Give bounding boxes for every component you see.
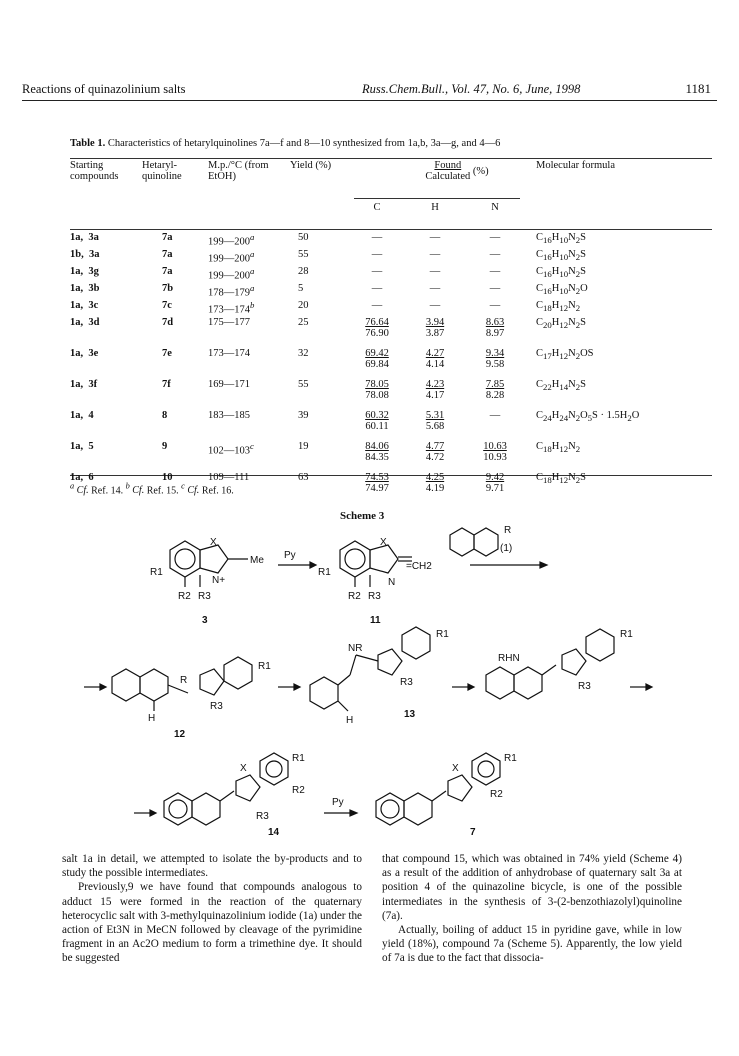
n-cell: 8.63 8.97: [485, 317, 505, 339]
hetaryl-cell: 9: [162, 441, 168, 452]
compound-7-structure: [376, 753, 500, 825]
hetaryl-cell: 7e: [162, 348, 172, 359]
formula-cell: $C_{18}H_{12}N_2$: [536, 441, 581, 455]
table-row: [70, 300, 710, 317]
table-row: [70, 441, 710, 472]
yield-cell: 63: [298, 472, 309, 483]
label-compound-7: 7: [470, 827, 476, 838]
hetaryl-cell: 8: [162, 410, 168, 421]
yield-cell: 28: [298, 266, 309, 277]
c-cell: 60.32 60.11: [365, 410, 389, 432]
c-cell: —: [371, 283, 383, 294]
label-r3-14: R3: [256, 811, 269, 822]
h-cell: —: [429, 300, 441, 311]
n-cell: —: [489, 249, 501, 260]
label-compound-3: 3: [202, 615, 208, 626]
c-cell: —: [371, 249, 383, 260]
percent-label: (%): [472, 166, 489, 177]
label-reagent: (1): [500, 543, 513, 554]
label-r1-12: R1: [258, 661, 271, 672]
formula-cell: $C_{16}H_{10}N_2S$: [536, 232, 586, 246]
label-r1-ad: R1: [620, 629, 633, 640]
label-r2: R2: [178, 591, 191, 602]
scheme-title: Scheme 3: [340, 510, 385, 522]
table-row: [70, 317, 710, 348]
compound-3-structure: [170, 541, 248, 587]
starting-cell: 1a, 3d: [70, 317, 100, 328]
formula-cell: $C_{16}H_{10}N_2S$: [536, 249, 586, 263]
found-subrule: [354, 198, 520, 199]
col-hetaryl: Hetaryl- quinoline: [142, 160, 182, 182]
label-n-11: N: [388, 577, 396, 588]
label-r1-7: R1: [504, 753, 517, 764]
body-right-p2: Actually, boiling of adduct 15 in pyridine gave, while in low yield (18%), compound 7a (Scheme 5). Apparently, the low yield of 7a is due to the fact that dissocia-: [382, 924, 682, 965]
label-nr: NR: [348, 643, 363, 654]
h-cell: 4.27 4.14: [425, 348, 445, 370]
label-reagent-r: R: [504, 525, 512, 536]
mp-cell: 178—179$^a$: [208, 283, 255, 299]
yield-cell: 55: [298, 249, 309, 260]
running-header: [22, 80, 717, 101]
body-left-p1: salt 1a in detail, we attempted to isolate the by-products and to study the possible intermediates.: [62, 853, 362, 880]
label-nplus: N+: [212, 575, 226, 586]
starting-cell: 1a, 5: [70, 441, 94, 452]
formula-cell: $C_{17}H_{12}N_2OS$: [536, 348, 594, 362]
mp-cell: 183—185: [208, 410, 250, 421]
c-cell: —: [371, 300, 383, 311]
hetaryl-cell: 7a: [162, 232, 173, 243]
col-h: H: [431, 202, 439, 213]
label-compound-11: 11: [370, 615, 381, 626]
mp-cell: 173—174: [208, 348, 250, 359]
label-x-7: X: [452, 763, 459, 774]
table-footnotes: $^a$ Cf. Ref. 14. $^b$ Cf. Ref. 15. $^c$ Cf. Ref. 16.: [70, 482, 234, 497]
h-cell: —: [429, 283, 441, 294]
table-row: [70, 266, 710, 283]
yield-cell: 5: [298, 283, 304, 294]
compound-13-structure: [310, 627, 430, 711]
table-top-rule: [70, 158, 712, 159]
label-me: Me: [250, 555, 264, 566]
table-label: Table 1.: [70, 138, 106, 149]
calculated-label: Calculated: [425, 171, 471, 182]
label-py-1: Py: [284, 550, 296, 561]
compound-14-structure: [164, 753, 288, 825]
mp-cell: 199—200$^a$: [208, 232, 255, 248]
hetaryl-cell: 10: [162, 472, 173, 483]
h-cell: 3.94 3.87: [425, 317, 445, 339]
table-row: [70, 410, 710, 441]
label-r3-13: R3: [400, 677, 413, 688]
found-label: Found: [434, 160, 462, 171]
characteristics-table: [70, 160, 710, 503]
h-cell: 4.23 4.17: [425, 379, 445, 401]
mp-cell: 102—103$^c$: [208, 441, 254, 457]
yield-cell: 39: [298, 410, 309, 421]
n-cell: 7.85 8.28: [485, 379, 505, 401]
label-h-12: H: [148, 713, 156, 724]
label-r2-14: R2: [292, 785, 305, 796]
label-r1: R1: [150, 567, 163, 578]
starting-cell: 1a, 3c: [70, 300, 99, 311]
yield-cell: 32: [298, 348, 309, 359]
label-r2-7: R2: [490, 789, 503, 800]
label-r1-13: R1: [436, 629, 449, 640]
table-row: [70, 379, 710, 410]
hetaryl-cell: 7c: [162, 300, 172, 311]
label-r3: R3: [198, 591, 211, 602]
h-cell: —: [429, 266, 441, 277]
table-row: [70, 283, 710, 300]
c-cell: 78.05 78.08: [365, 379, 389, 401]
body-left-p2: Previously,9 we have found that compounds analogous to adduct 15 were formed in the reaction of the quaternary heterocyclic salt with 3-methylquinazolinium iodide (1a) under the action of Et3N in MeCN followed by cleavage of the pyrimidine fragment in an Ac2O medium to form a trimethine dye. It should be suggested: [62, 881, 362, 965]
label-r3-ad: R3: [578, 681, 591, 692]
label-r3-12: R3: [210, 701, 223, 712]
hetaryl-cell: 7d: [162, 317, 174, 328]
c-cell: 76.64 76.90: [365, 317, 389, 339]
h-cell: —: [429, 249, 441, 260]
starting-cell: 1a, 3b: [70, 283, 100, 294]
h-cell: 5.31 5.68: [425, 410, 445, 432]
label-x: X: [210, 537, 217, 548]
n-cell: —: [489, 283, 501, 294]
h-cell: 4.25 4.19: [425, 472, 445, 494]
mp-cell: 199—200$^a$: [208, 249, 255, 265]
mp-cell: 109—111: [208, 472, 250, 483]
starting-cell: 1a, 3a: [70, 232, 99, 243]
label-compound-14: 14: [268, 827, 280, 838]
hetaryl-cell: 7b: [162, 283, 174, 294]
quinazolinium-reagent-structure: [450, 528, 498, 556]
label-r1-11: R1: [318, 567, 331, 578]
formula-cell: $C_{16}H_{10}N_2S$: [536, 266, 586, 280]
label-rhn: RHN: [498, 653, 520, 664]
label-x-11: X: [380, 537, 387, 548]
h-cell: 4.77 4.72: [425, 441, 445, 463]
n-cell: 9.42 9.71: [485, 472, 505, 494]
hetaryl-cell: 7f: [162, 379, 171, 390]
yield-cell: 19: [298, 441, 309, 452]
yield-cell: 25: [298, 317, 309, 328]
col-mp: M.p./°C (from EtOH): [208, 160, 269, 182]
label-r1-14: R1: [292, 753, 305, 764]
table-row: [70, 249, 710, 266]
col-starting: Starting compounds: [70, 160, 119, 182]
c-cell: 74.53 74.97: [365, 472, 389, 494]
c-cell: —: [371, 232, 383, 243]
label-ch2: =CH2: [406, 561, 432, 572]
formula-cell: $C_{18}H_{12}N_2S$: [536, 472, 586, 486]
table-caption-text: Characteristics of hetarylquinolines 7a—f and 8—10 synthesized from 1a,b, 3a—g, and 4—6: [107, 138, 501, 149]
adduct-structure: [486, 629, 614, 699]
col-n: N: [491, 202, 499, 213]
starting-cell: 1a, 3e: [70, 348, 99, 359]
starting-cell: 1b, 3a: [70, 249, 100, 260]
header-journal: Russ.Chem.Bull., Vol. 47, No. 6, June, 1998: [362, 82, 581, 96]
formula-cell: $C_{20}H_{12}N_2S$: [536, 317, 586, 331]
formula-cell: $C_{22}H_{14}N_2S$: [536, 379, 586, 393]
yield-cell: 20: [298, 300, 309, 311]
mp-cell: 199—200$^a$: [208, 266, 255, 282]
col-yield: Yield (%): [290, 160, 332, 171]
body-column-right: [382, 852, 682, 966]
mp-cell: 173—174$^b$: [208, 300, 255, 316]
label-r3-11: R3: [368, 591, 381, 602]
mp-cell: 175—177: [208, 317, 250, 328]
label-py-2: Py: [332, 797, 344, 808]
compound-11-structure: [340, 541, 412, 587]
label-r-12: R: [180, 675, 188, 686]
starting-cell: 1a, 3g: [70, 266, 99, 277]
hetaryl-cell: 7a: [162, 266, 173, 277]
c-cell: 84.06 84.35: [365, 441, 389, 463]
scheme-3-diagram: [0, 525, 739, 845]
label-compound-12: 12: [174, 729, 186, 740]
label-h-13: H: [346, 715, 354, 726]
starting-cell: 1a, 3f: [70, 379, 98, 390]
c-cell: —: [371, 266, 383, 277]
n-cell: 9.34 9.58: [485, 348, 505, 370]
mp-cell: 169—171: [208, 379, 250, 390]
table-caption: [70, 138, 500, 149]
label-r2-11: R2: [348, 591, 361, 602]
n-cell: —: [489, 300, 501, 311]
hetaryl-cell: 7a: [162, 249, 173, 260]
body-column-left: [62, 852, 362, 966]
starting-cell: 1a, 4: [70, 410, 94, 421]
col-c: C: [373, 202, 381, 213]
formula-cell: $C_{16}H_{10}N_2O$: [536, 283, 588, 297]
n-cell: —: [489, 232, 501, 243]
c-cell: 69.42 69.84: [365, 348, 389, 370]
starting-cell: 1a, 6: [70, 472, 94, 483]
label-compound-13: 13: [404, 709, 416, 720]
n-cell: 10.63 10.93: [483, 441, 507, 463]
header-title: Reactions of quinazolinium salts: [22, 82, 186, 96]
n-cell: —: [489, 266, 501, 277]
yield-cell: 50: [298, 232, 309, 243]
body-right-p1: that compound 15, which was obtained in 74% yield (Scheme 4) as a result of the addition of anhydrobase of quaternary salt 3a at position 4 of the quinazoline bicycle, is one of the possible intermediates in the synthesis of 3-(2-benzothiazolyl)quinoline (7a).: [382, 853, 682, 922]
col-found-calculated: [348, 160, 526, 216]
table-row: [70, 348, 710, 379]
formula-cell: $C_{24}H_{24}N_2O_5S \cdot 1.5H_2O$: [536, 410, 640, 424]
n-cell: —: [489, 410, 501, 421]
page-number: 1181: [685, 81, 711, 96]
h-cell: —: [429, 232, 441, 243]
col-formula: Molecular formula: [536, 160, 616, 171]
table-row: [70, 232, 710, 249]
yield-cell: 55: [298, 379, 309, 390]
formula-cell: $C_{18}H_{12}N_2$: [536, 300, 581, 314]
label-x-14: X: [240, 763, 247, 774]
